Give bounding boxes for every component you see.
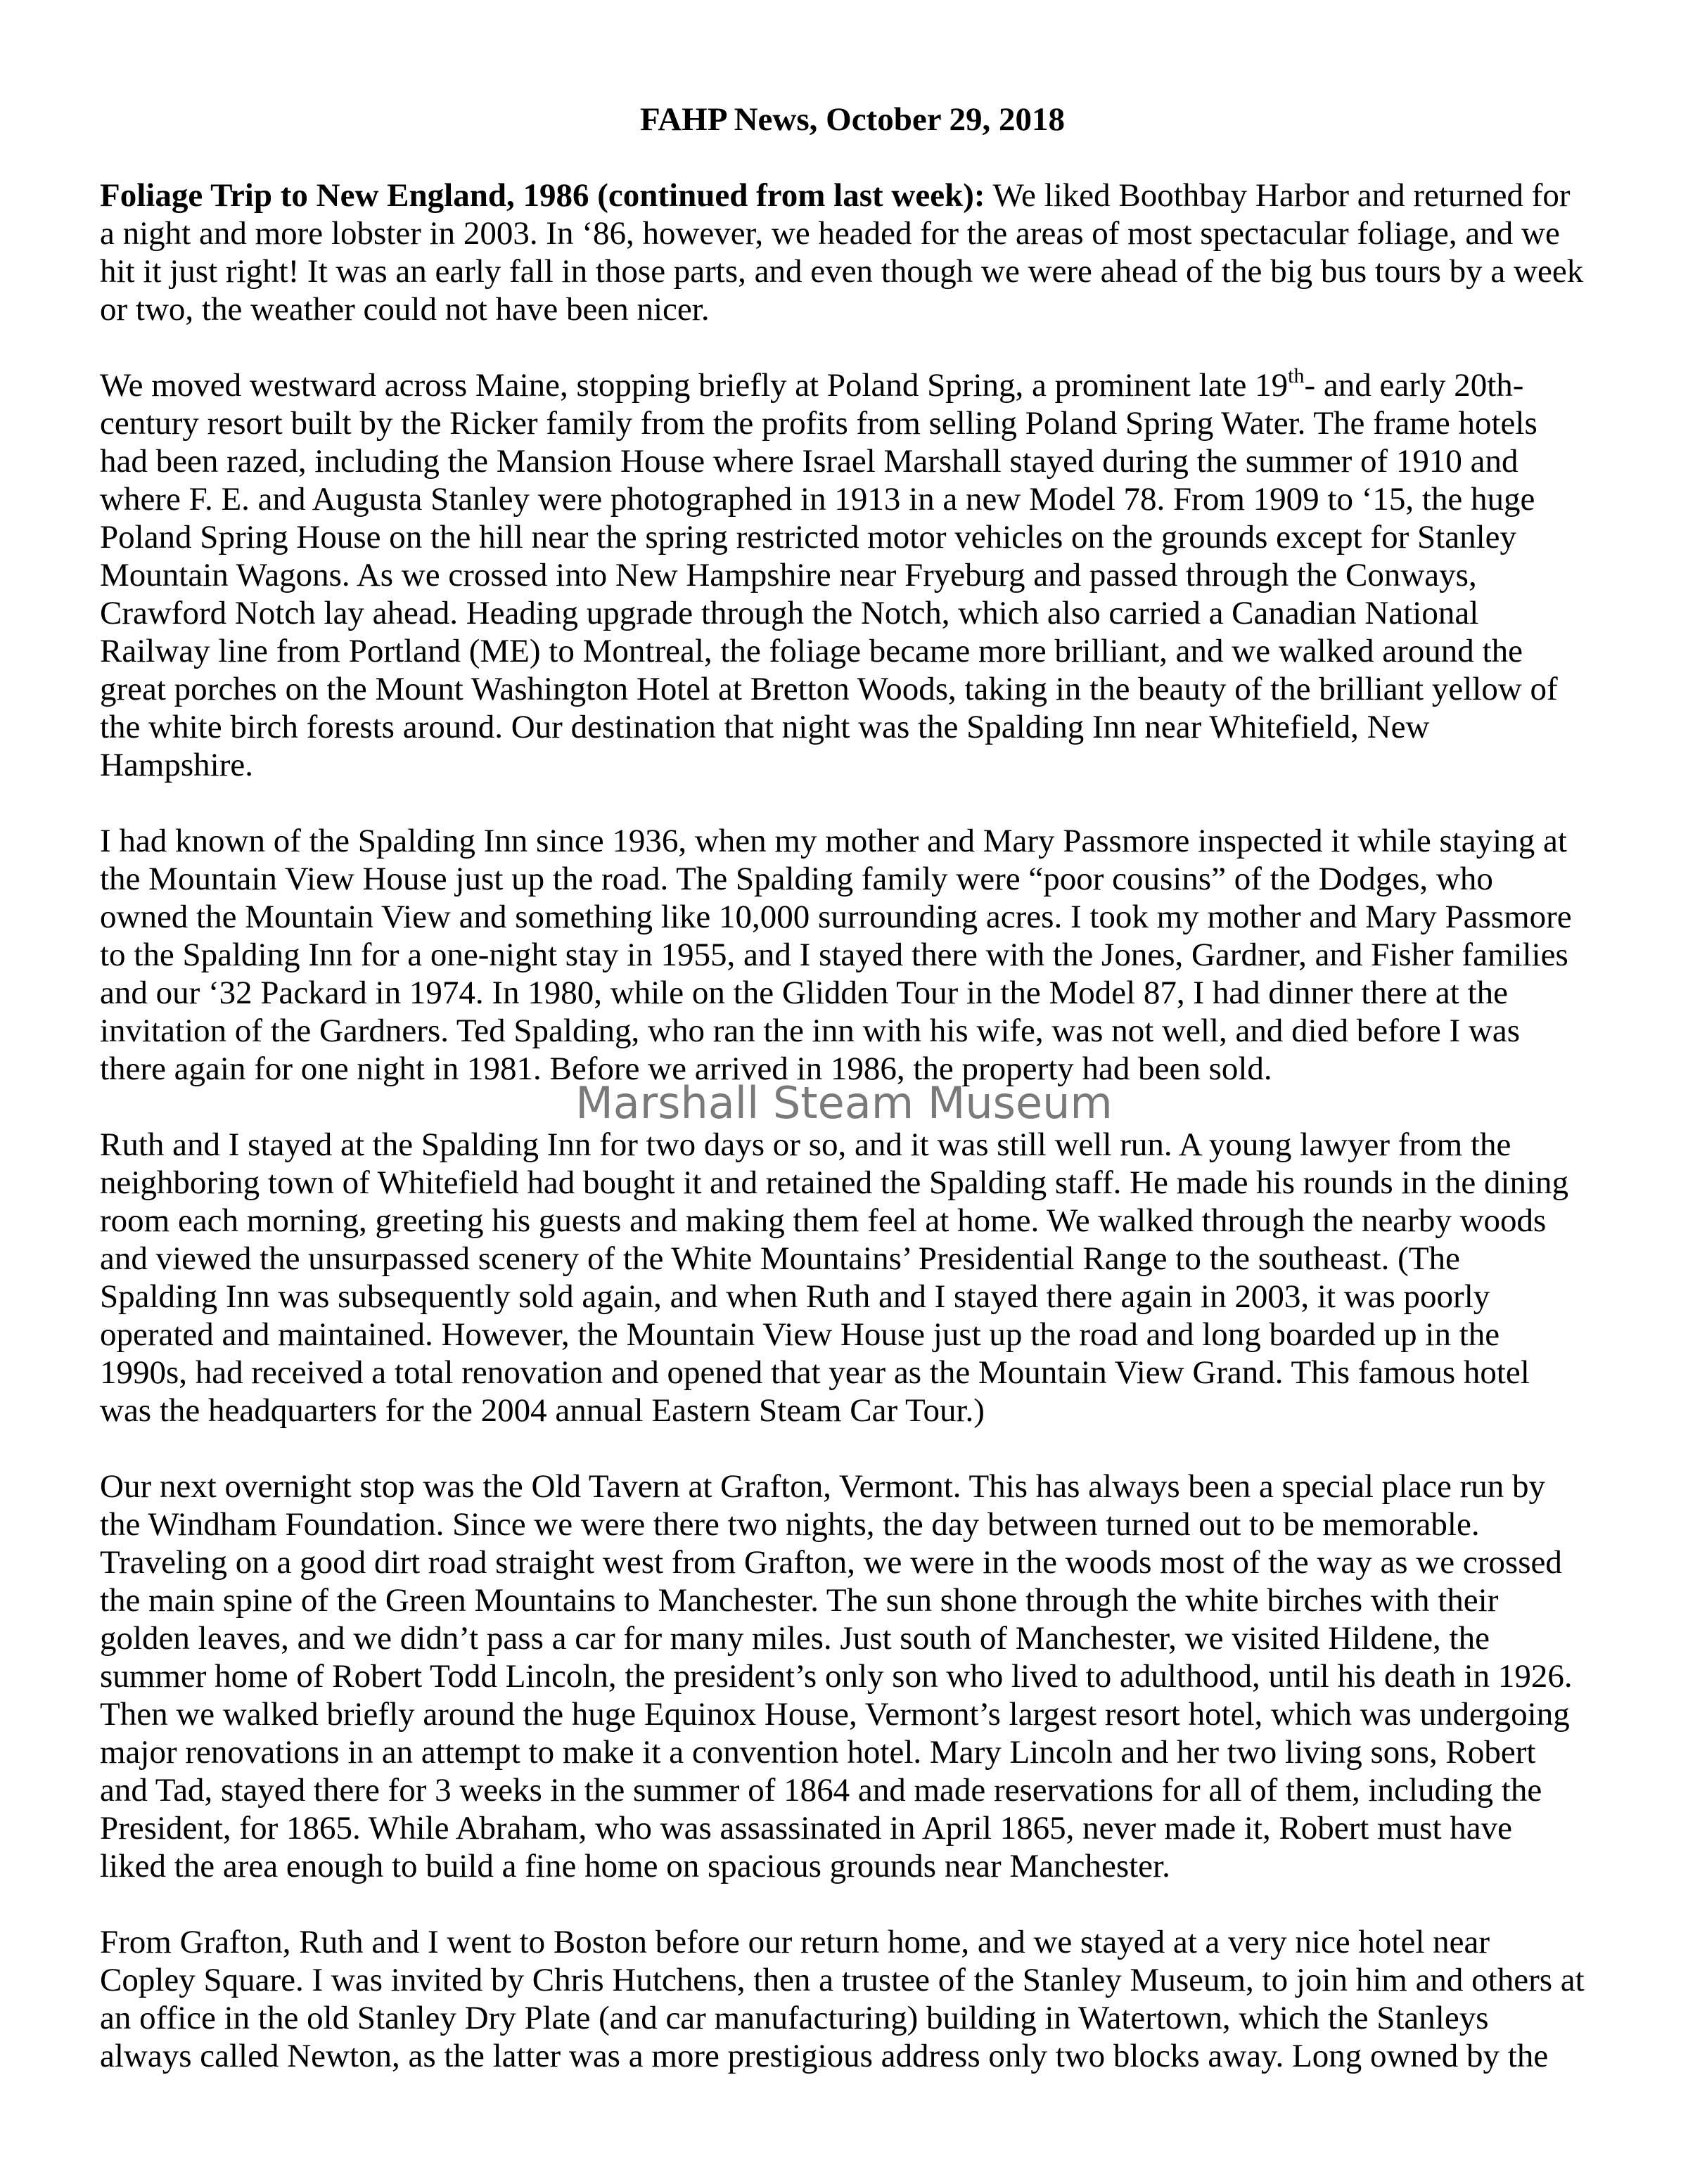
text-line: liked the area enough to build a fine home on spacious grounds near Manchester.: [100, 1848, 1170, 1884]
text-line: an office in the old Stanley Dry Plate (and car manufacturing) building in Watertown, which the Stanleys: [100, 2000, 1489, 2036]
text-line: Traveling on a good dirt road straight west from Grafton, we were in the woods most of the way as we crossed: [100, 1544, 1562, 1581]
text-line: invitation of the Gardners. Ted Spalding, who ran the inn with his wife, was not well, and died before I was: [100, 1013, 1521, 1049]
text-line: summer home of Robert Todd Lincoln, the president’s only son who lived to adulthood, until his death in 1926.: [100, 1658, 1573, 1695]
text-line: Crawford Notch lay ahead. Heading upgrade through the Notch, which also carried a Canadian National: [100, 595, 1479, 631]
text-line: a night and more lobster in 2003. In ‘86, however, we headed for the areas of most spectacular foliage, and we: [100, 215, 1560, 252]
text-line: Spalding Inn was subsequently sold again, and when Ruth and I stayed there again in 2003, it was poorly: [100, 1278, 1490, 1315]
text-line: Then we walked briefly around the huge Equinox House, Vermont’s largest resort hotel, which was undergoing: [100, 1696, 1570, 1733]
text-line: Railway line from Portland (ME) to Montreal, the foliage became more brilliant, and we walked around the: [100, 633, 1523, 669]
text-line: had been razed, including the Mansion House where Israel Marshall stayed during the summer of 1910 and: [100, 443, 1518, 480]
paragraph-2: [100, 366, 1605, 784]
page-title: FAHP News, October 29, 2018: [640, 101, 1065, 138]
watermark: Marshall Steam Museum: [575, 1077, 1113, 1129]
paragraph-5: [100, 1467, 1605, 1885]
text-line: room each morning, greeting his guests and making them feel at home. We walked through the nearby woods: [100, 1202, 1547, 1239]
text-line: operated and maintained. However, the Mountain View House just up the road and long boarded up in the: [100, 1316, 1500, 1353]
text-line: Our next overnight stop was the Old Tavern at Grafton, Vermont. This has always been a special place run by: [100, 1468, 1546, 1505]
text-segment: - and early 20th-: [1304, 367, 1524, 404]
text-line: hit it just right! It was an early fall in those parts, and even though we were ahead of the big bus tours by a week: [100, 253, 1584, 290]
paragraph-1: [100, 176, 1605, 328]
text-line: and our ‘32 Packard in 1974. In 1980, while on the Glidden Tour in the Model 87, I had dinner there at the: [100, 975, 1509, 1011]
text-line: Hampshire.: [100, 747, 253, 783]
paragraph-6: [100, 1923, 1605, 2075]
text-line: neighboring town of Whitefield had bought it and retained the Spalding staff. He made his rounds in the dining: [100, 1164, 1569, 1201]
text-line: I had known of the Spalding Inn since 1936, when my mother and Mary Passmore inspected it while staying at: [100, 823, 1567, 859]
text-line: and Tad, stayed there for 3 weeks in the summer of 1864 and made reservations for all of them, including the: [100, 1772, 1542, 1809]
paragraph-3: [100, 822, 1605, 1088]
text-line: and viewed the unsurpassed scenery of the White Mountains’ Presidential Range to the southeast. (The: [100, 1240, 1460, 1277]
text-line-content: We liked Boothbay Harbor and returned for: [985, 177, 1571, 214]
superscript: th: [1288, 364, 1305, 388]
text-line: the main spine of the Green Mountains to Manchester. The sun shone through the white birches with their: [100, 1582, 1499, 1619]
section-heading: Foliage Trip to New England, 1986 (continued from last week):: [100, 177, 985, 214]
text-line: major renovations in an attempt to make it a convention hotel. Mary Lincoln and her two living sons, Robert: [100, 1734, 1536, 1771]
text-line: Poland Spring House on the hill near the spring restricted motor vehicles on the grounds except for Stanley: [100, 519, 1517, 555]
text-line: the white birch forests around. Our destination that night was the Spalding Inn near Whitefield, New: [100, 709, 1430, 745]
text-line: the Windham Foundation. Since we were there two nights, the day between turned out to be memorable.: [100, 1506, 1480, 1543]
text-line: From Grafton, Ruth and I went to Boston before our return home, and we stayed at a very nice hotel near: [100, 1924, 1490, 1960]
text-line: always called Newton, as the latter was a more prestigious address only two blocks away. Long owned by the: [100, 2038, 1549, 2074]
text-line: Mountain Wagons. As we crossed into New Hampshire near Fryeburg and passed through the Conways,: [100, 557, 1477, 593]
text-line: Copley Square. I was invited by Chris Hutchens, then a trustee of the Stanley Museum, to join him and others at: [100, 1962, 1585, 1998]
text-line: was the headquarters for the 2004 annual Eastern Steam Car Tour.): [100, 1392, 985, 1429]
text-line: great porches on the Mount Washington Hotel at Bretton Woods, taking in the beauty of the brilliant yellow of: [100, 671, 1558, 707]
text-line: [100, 176, 1605, 214]
text-line: or two, the weather could not have been nicer.: [100, 291, 710, 328]
text-line: century resort built by the Ricker family from the profits from selling Poland Spring Water. The frame hotels: [100, 405, 1537, 442]
text-line: Ruth and I stayed at the Spalding Inn for two days or so, and it was still well run. A young lawyer from the: [100, 1126, 1511, 1163]
text-line: [100, 366, 1605, 404]
text-line: there again for one night in 1981. Before we arrived in 1986, the property had been sold.: [100, 1051, 1272, 1087]
paragraph-4: [100, 1126, 1605, 1430]
text-line: 1990s, had received a total renovation and opened that year as the Mountain View Grand. This famous hotel: [100, 1354, 1530, 1391]
text-line: owned the Mountain View and something like 10,000 surrounding acres. I took my mother and Mary Passmore: [100, 899, 1572, 935]
text-line: golden leaves, and we didn’t pass a car for many miles. Just south of Manchester, we visited Hildene, the: [100, 1620, 1490, 1657]
text-segment: We moved westward across Maine, stopping briefly at Poland Spring, a prominent late 19: [100, 367, 1289, 404]
text-line: the Mountain View House just up the road. The Spalding family were “poor cousins” of the Dodges, who: [100, 861, 1493, 897]
text-line: to the Spalding Inn for a one-night stay in 1955, and I stayed there with the Jones, Gardner, and Fisher families: [100, 937, 1568, 973]
text-line: where F. E. and Augusta Stanley were photographed in 1913 in a new Model 78. From 1909 to ‘15, the huge: [100, 481, 1535, 518]
text-line: President, for 1865. While Abraham, who was assassinated in April 1865, never made it, Robert must have: [100, 1810, 1512, 1846]
